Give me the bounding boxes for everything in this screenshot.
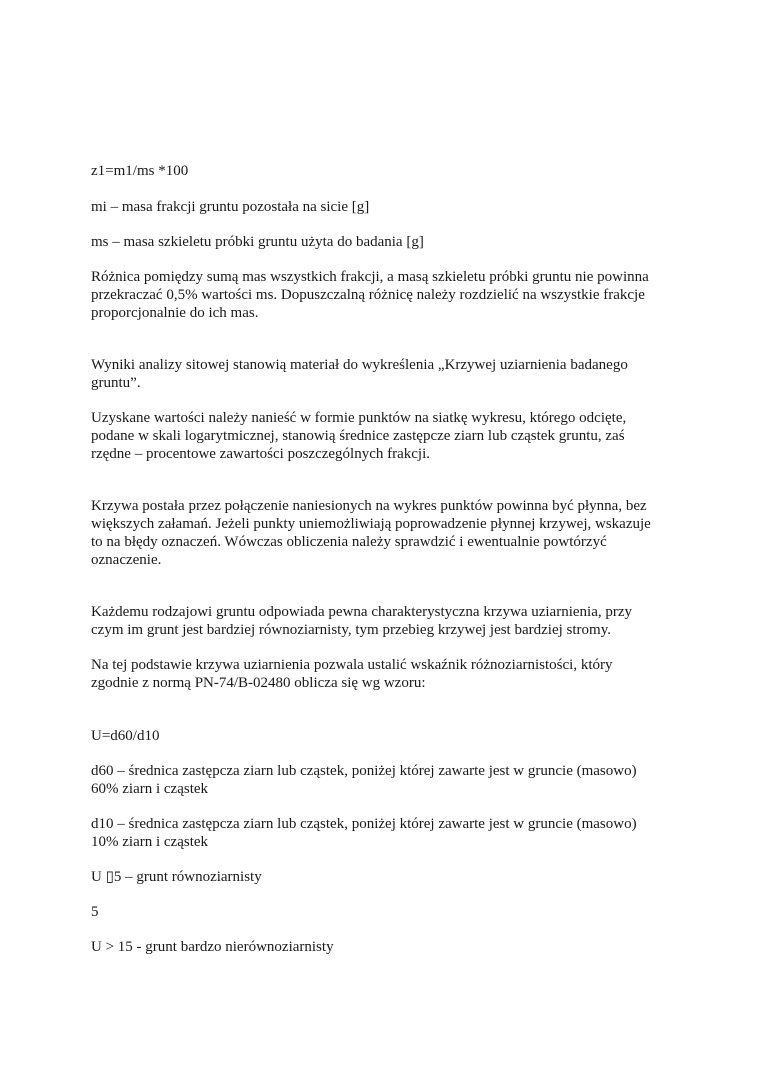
formula-u: U=d60/d10 bbox=[91, 728, 160, 744]
classification-uniform: U ▯5 – grunt równoziarnisty bbox=[91, 869, 262, 885]
paragraph-mass-difference: Różnica pomiędzy sumą mas wszystkich frakcji, a masą szkieletu próbki gruntu nie powinna przekraczać 0,5% wartości ms. Dopuszczalną różnicę należy rozdzielić na wszystkie frakcje proporcjonalnie do ich mas. bbox=[91, 269, 649, 321]
paragraph-sieve-results: Wyniki analizy sitowej stanowią materiał do wykreślenia „Krzywej uziarnienia badanego gruntu”. bbox=[91, 357, 628, 391]
classification-very-nonuniform: U > 15 - grunt bardzo nierównoziarnisty bbox=[91, 939, 334, 955]
definition-d60: d60 – średnica zastępcza ziarn lub cząstek, poniżej której zawarte jest w gruncie (masowo) 60% ziarn i cząstek bbox=[91, 763, 637, 797]
formula-z1: z1=m1/ms *100 bbox=[91, 163, 189, 179]
definition-ms: ms – masa szkieletu próbki gruntu użyta do badania [g] bbox=[91, 234, 424, 250]
paragraph-plotting: Uzyskane wartości należy nanieść w formie punktów na siatkę wykresu, którego odcięte, podane w skali logarytmicznej, stanowią średnice zastępcze ziarn lub cząstek gruntu, zaś rzędne – procentowe zawartości poszczególnych frakcji. bbox=[91, 410, 627, 462]
paragraph-uniformity-index: Na tej podstawie krzywa uziarnienia pozwala ustalić wskaźnik różnoziarnistości, który zgodnie z normą PN-74/B-02480 oblicza się wg wzoru: bbox=[91, 657, 613, 691]
definition-d10: d10 – średnica zastępcza ziarn lub cząstek, poniżej której zawarte jest w gruncie (masowo) 10% ziarn i cząstek bbox=[91, 816, 637, 850]
paragraph-curve-smoothness: Krzywa postała przez połączenie naniesionych na wykres punktów powinna być płynna, bez większych załamań. Jeżeli punkty uniemożliwiają poprowadzenie płynnej krzywej, wskazuje to na błędy oznaczeń. Wówczas obliczenia należy sprawdzić i ewentualnie powtórzyć oznaczenie. bbox=[91, 498, 651, 568]
definition-mi: mi – masa frakcji gruntu pozostała na sicie [g] bbox=[91, 199, 370, 215]
paragraph-soil-types: Każdemu rodzajowi gruntu odpowiada pewna charakterystyczna krzywa uziarnienia, przy czym im grunt jest bardziej równoziarnisty, tym przebieg krzywej jest bardziej stromy. bbox=[91, 604, 633, 638]
classification-value: 5 bbox=[91, 904, 99, 920]
